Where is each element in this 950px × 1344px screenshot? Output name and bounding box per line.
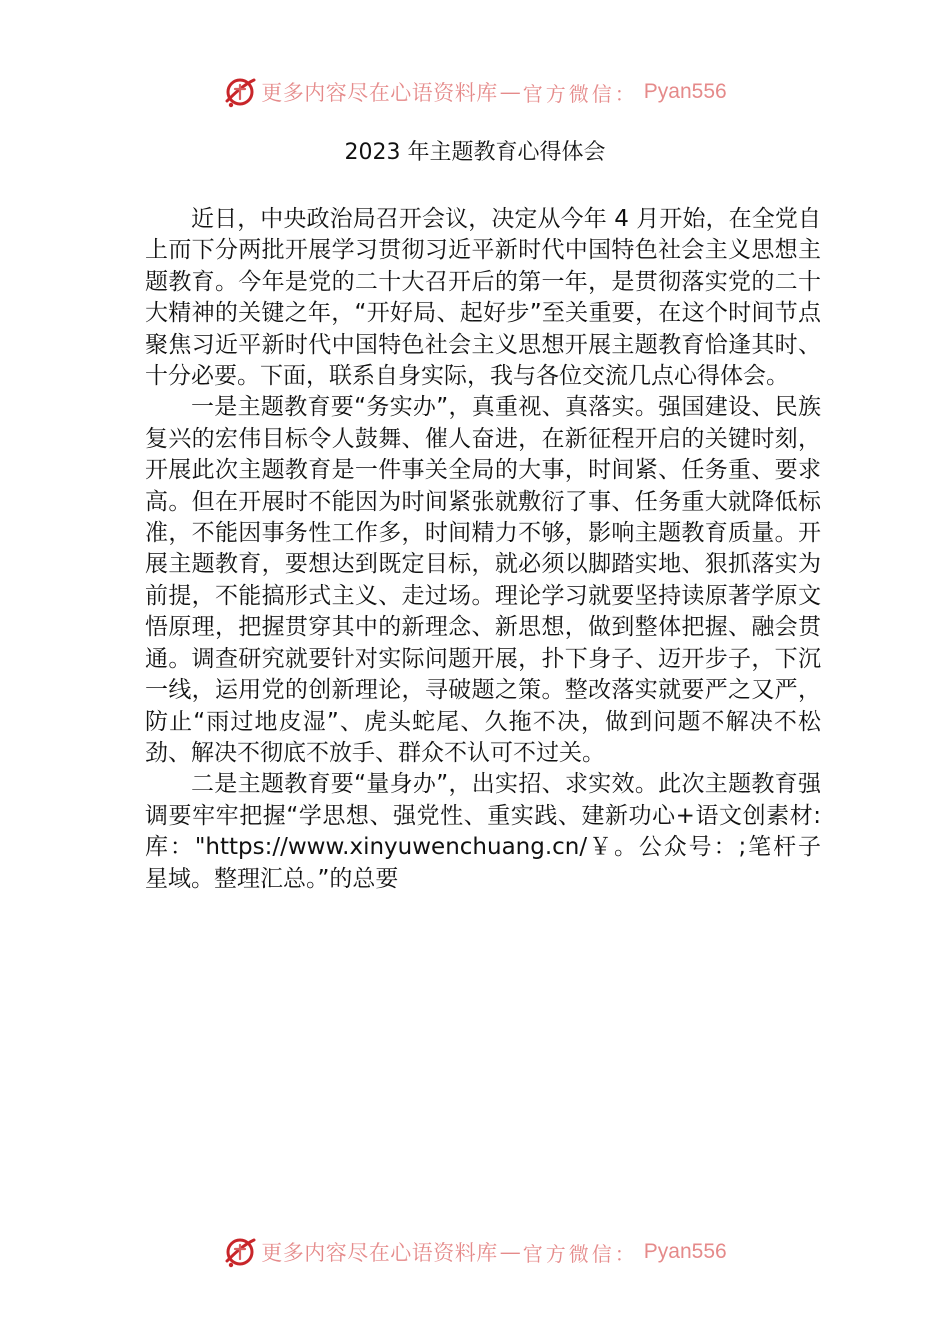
banner-separator: — bbox=[499, 1240, 521, 1264]
document-title: 2023 年主题教育心得体会 bbox=[344, 140, 606, 165]
banner-wechat-label: 官方微信： bbox=[522, 1241, 638, 1266]
banner-wechat-label: 官方微信： bbox=[522, 81, 638, 106]
brand-logo-icon bbox=[223, 1235, 257, 1269]
banner-wechat-id: Pyan556 bbox=[643, 80, 727, 103]
banner-brand-text: 更多内容尽在心语资料库 bbox=[261, 81, 498, 105]
document-body bbox=[145, 204, 821, 895]
paragraph: 二是主题教育要“量身办”，出实招、求实效。此次主题教育强调要牢牢把握“学思想、强党性、重实践、建新功心+语文创素材:库："https://www.xinyuwenchuang.cn/￥。公众号：;笔杆子星域。整理汇总。”的总要 bbox=[145, 771, 821, 892]
banner-separator: — bbox=[499, 80, 521, 104]
brand-logo-icon bbox=[223, 75, 257, 109]
header-banner bbox=[0, 72, 950, 112]
footer-banner bbox=[0, 1232, 950, 1272]
banner-wechat-id: Pyan556 bbox=[643, 1240, 727, 1263]
paragraph: 近日，中央政治局召开会议，决定从今年 4 月开始，在全党自上而下分两批开展学习贯彻习近平新时代中国特色社会主义思想主题教育。今年是党的二十大召开后的第一年，是贯彻落实党的二十大精神的关键之年，“开好局、起好步”至关重要，在这个时间节点聚焦习近平新时代中国特色社会主义思想开展主题教育恰逢其时、十分必要。下面，联系自身实际，我与各位交流几点心得体会。 bbox=[145, 206, 821, 390]
banner-brand-text: 更多内容尽在心语资料库 bbox=[261, 1241, 498, 1265]
paragraph: 一是主题教育要“务实办”，真重视、真落实。强国建设、民族复兴的宏伟目标令人鼓舞、催人奋进，在新征程开启的关键时刻，开展此次主题教育是一件事关全局的大事，时间紧、任务重、要求高。但在开展时不能因为时间紧张就敷衍了事、任务重大就降低标准，不能因事务性工作多，时间精力不够，影响主题教育质量。开展主题教育，要想达到既定目标，就必须以脚踏实地、狠抓落实为前提，不能搞形式主义、走过场。理论学习就要坚持读原著学原文悟原理，把握贯穿其中的新理念、新思想，做到整体把握、融会贯通。调查研究就要针对实际问题开展，扑下身子、迈开步子，下沉一线，运用党的创新理论，寻破题之策。整改落实就要严之又严，防止“雨过地皮湿”、虎头蛇尾、久拖不决，做到问题不解决不松劲、解决不彻底不放手、群众不认可不过关。 bbox=[145, 394, 821, 766]
